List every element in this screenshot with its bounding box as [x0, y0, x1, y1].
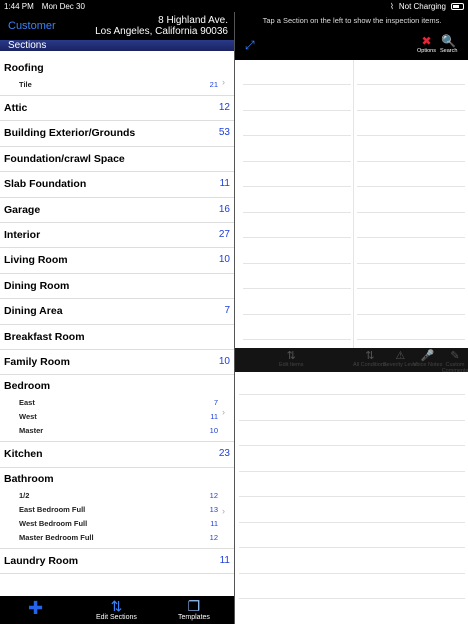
section-count: 11: [219, 554, 230, 566]
grid-row-line: [357, 288, 465, 289]
all-conditions-label: All Conditions: [353, 362, 387, 368]
section-count: 10: [218, 356, 230, 367]
subsection-count: 7: [213, 398, 218, 408]
list-row-line: [239, 420, 465, 421]
section-row[interactable]: [0, 248, 234, 273]
section-row[interactable]: [0, 96, 234, 121]
status-time: 1:44 PM: [4, 1, 34, 11]
grid-row-line: [357, 212, 465, 213]
section-row[interactable]: [0, 223, 234, 248]
custom-comments-label: Custom Comments: [441, 362, 468, 374]
grid-row-line: [357, 84, 465, 85]
inspection-items-pane: [234, 12, 468, 624]
sections-header: Sections: [0, 40, 234, 51]
plus-icon: ✚: [28, 598, 44, 618]
grid-row-line: [243, 110, 351, 111]
grid-row-line: [243, 161, 351, 162]
subsection-count: 10: [209, 426, 218, 436]
grid-row-line: [243, 314, 351, 315]
subsection-label[interactable]: Tile: [19, 80, 32, 89]
items-grid: [235, 60, 468, 348]
battery-icon: [451, 3, 464, 10]
section-row[interactable]: [0, 350, 234, 375]
grid-row-line: [357, 314, 465, 315]
grid-row-line: [357, 186, 465, 187]
chevron-right-icon: ›: [222, 505, 225, 516]
grid-row-line: [357, 237, 465, 238]
grid-row-line: [243, 84, 351, 85]
warning-icon: ⚠: [395, 350, 406, 362]
chevron-right-icon: ›: [222, 407, 225, 418]
subsection-count: 21: [209, 80, 218, 89]
chevron-right-icon: ›: [222, 77, 225, 87]
section-count: 27: [218, 229, 230, 240]
voice-notes-button[interactable]: [413, 349, 442, 368]
grid-divider: [353, 60, 354, 348]
custom-comments-button[interactable]: [441, 349, 468, 374]
grid-row-line: [243, 186, 351, 187]
rearrange-icon: ⇅: [110, 598, 123, 614]
all-conditions-button[interactable]: [353, 349, 387, 368]
section-row[interactable]: [0, 198, 234, 223]
grid-row-line: [243, 288, 351, 289]
subsection-count: 11: [210, 412, 218, 422]
section-title: Family Room: [4, 356, 70, 368]
section-title: Bathroom: [4, 472, 54, 485]
options-label: Options: [417, 48, 436, 54]
grid-row-line: [243, 339, 351, 340]
items-toolbar: [235, 348, 468, 372]
subsection-label[interactable]: West: [19, 412, 37, 422]
section-title: Laundry Room: [4, 554, 79, 567]
options-button[interactable]: [417, 34, 436, 54]
section-count: 11: [219, 178, 230, 190]
wifi-icon: ⌇: [389, 1, 394, 11]
section-row[interactable]: [0, 172, 234, 197]
subsection-count: 13: [209, 504, 218, 514]
status-bar: [0, 0, 468, 12]
grid-row-line: [243, 212, 351, 213]
voice-notes-label: Voice Notes: [413, 362, 443, 368]
search-icon: 🔍: [441, 34, 457, 48]
status-date: Mon Dec 30: [41, 1, 85, 11]
tools-icon: ✖: [421, 34, 432, 48]
add-section-button[interactable]: [28, 598, 44, 618]
conditions-icon: ⇅: [365, 350, 375, 362]
section-title: Breakfast Room: [4, 330, 85, 343]
section-title: Attic: [4, 102, 28, 114]
nav-header: [0, 12, 234, 40]
grid-row-line: [357, 263, 465, 264]
templates-button[interactable]: [178, 598, 210, 621]
grid-row-line: [243, 237, 351, 238]
customer-button[interactable]: Customer: [8, 20, 56, 32]
section-count: 10: [218, 254, 230, 266]
list-row-line: [239, 547, 465, 548]
charging-status: Not Charging: [398, 1, 446, 11]
section-title: Interior: [4, 229, 41, 241]
list-row-line: [239, 445, 465, 446]
section-row[interactable]: [0, 375, 234, 442]
grid-row-line: [243, 263, 351, 264]
grid-row-line: [357, 161, 465, 162]
subsection-count: 11: [210, 518, 218, 528]
subsection-count: 12: [209, 532, 218, 542]
pencil-icon: ✎: [450, 350, 460, 362]
grid-row-line: [357, 339, 465, 340]
templates-icon: ❐: [187, 598, 201, 614]
subsection-label[interactable]: 1/2: [19, 490, 30, 500]
grid-row-line: [357, 135, 465, 136]
list-row-line: [239, 496, 465, 497]
subsection-count: 12: [209, 490, 218, 500]
section-count: 23: [218, 448, 230, 460]
grid-row-line: [357, 110, 465, 111]
edit-sections-label: Edit Sections: [96, 614, 137, 621]
section-count: 12: [218, 102, 230, 113]
section-title: Living Room: [4, 254, 68, 267]
section-row[interactable]: [0, 121, 234, 146]
items-header: [235, 12, 468, 60]
section-count: 7: [224, 305, 230, 317]
section-title: Garage: [4, 203, 41, 216]
section-title: Bedroom: [4, 380, 51, 393]
templates-label: Templates: [178, 614, 210, 621]
subsection-label[interactable]: East Bedroom Full: [19, 504, 86, 514]
section-row[interactable]: [0, 147, 234, 172]
section-title: Roofing: [4, 62, 44, 74]
section-row[interactable]: [0, 274, 234, 299]
section-row[interactable]: [0, 299, 234, 324]
search-label: Search: [440, 48, 458, 54]
subsection-label[interactable]: West Bedroom Full: [19, 518, 88, 528]
list-row-line: [239, 598, 465, 599]
section-title: Dining Area: [4, 305, 63, 318]
severity-level-label: Severity Level: [383, 362, 418, 368]
section-title: Kitchen: [4, 448, 43, 461]
subsection-label[interactable]: East: [19, 398, 35, 408]
sections-list[interactable]: [0, 51, 234, 596]
section-row[interactable]: [0, 57, 234, 96]
list-row-line: [239, 573, 465, 574]
section-row[interactable]: [0, 442, 234, 467]
section-row[interactable]: [0, 468, 234, 549]
section-row[interactable]: [0, 549, 234, 574]
edit-sections-button[interactable]: [96, 598, 137, 621]
microphone-icon: 🎤: [420, 350, 435, 362]
section-row[interactable]: [0, 325, 234, 350]
address-line-2: Los Angeles, California 90036: [95, 26, 228, 37]
section-title: Dining Room: [4, 279, 70, 292]
section-title: Foundation/crawl Space: [4, 152, 125, 165]
list-row-line: [239, 522, 465, 523]
property-address: [95, 15, 228, 37]
grid-row-line: [243, 135, 351, 136]
edit-items-button[interactable]: [279, 349, 303, 368]
bottom-toolbar: [0, 596, 234, 624]
section-count: 16: [218, 203, 230, 215]
section-title: Slab Foundation: [4, 178, 87, 191]
section-title: Building Exterior/Grounds: [4, 127, 136, 140]
subsection-label[interactable]: Master: [19, 426, 44, 436]
search-button[interactable]: [440, 34, 457, 54]
list-row-line: [239, 471, 465, 472]
subsection-label[interactable]: Master Bedroom Full: [19, 532, 94, 542]
expand-icon[interactable]: ⤢: [245, 38, 255, 52]
hint-text: Tap a Section on the left to show the inspection items.: [262, 16, 442, 25]
section-count: 53: [218, 127, 230, 139]
edit-items-label: Edit Items: [279, 362, 304, 368]
rearrange-icon: ⇅: [286, 350, 296, 362]
list-row-line: [239, 394, 465, 395]
address-line-1: 8 Highland Ave.: [158, 15, 228, 26]
